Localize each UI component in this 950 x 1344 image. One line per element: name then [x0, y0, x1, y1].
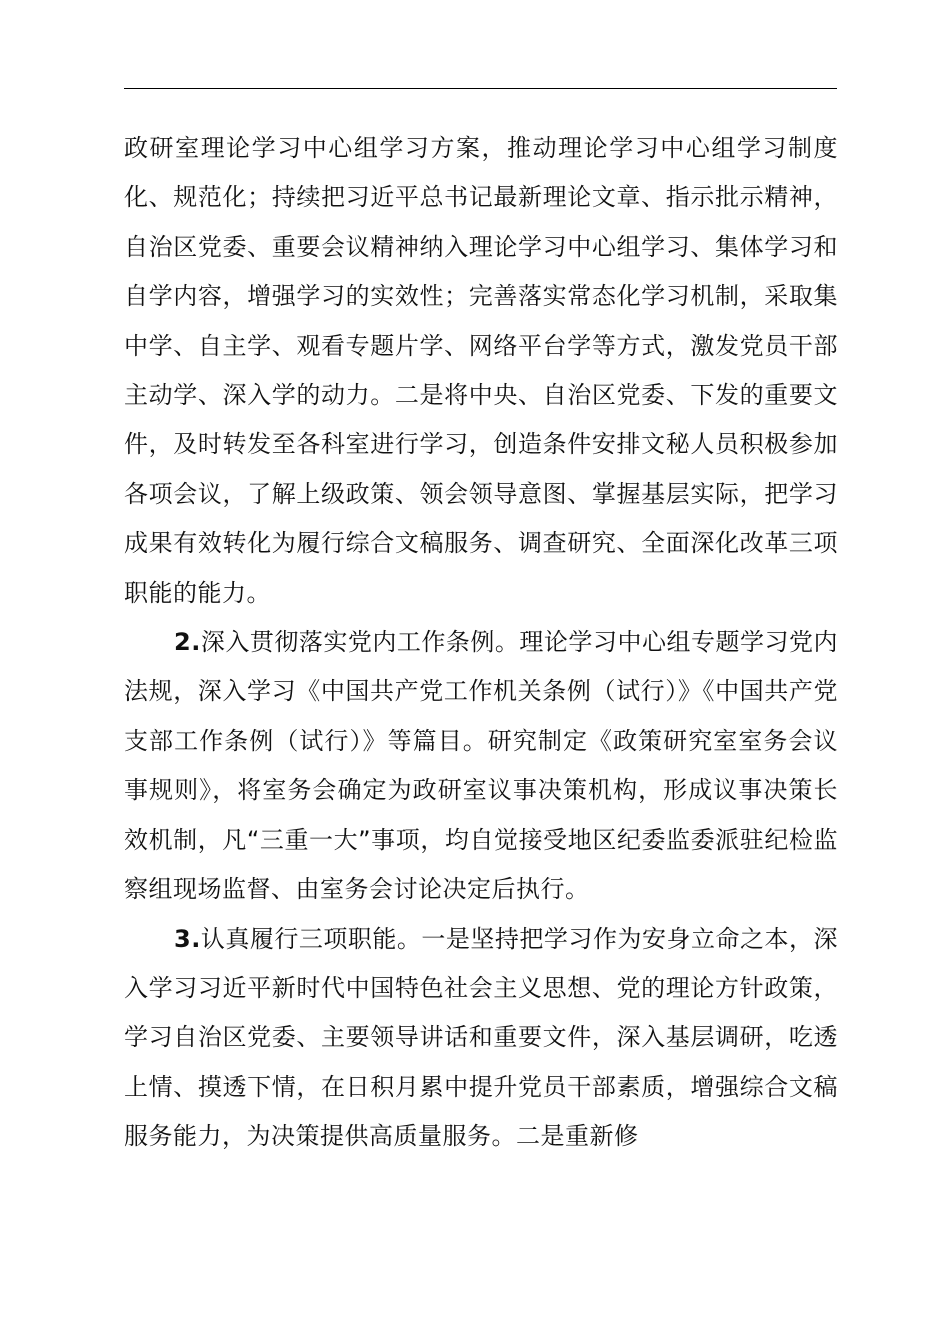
- paragraph-number: 2.: [174, 628, 201, 657]
- paragraph-text: 深入贯彻落实党内工作条例。理论学习中心组专题学习党内法规，深入学习《中国共产党工作机关条例（试行）》《中国共产党支部工作条例（试行）》等篇目。研究制定《政策研究室室务会议事规则》，将室务会确定为政研室议事决策机构，形成议事决策长效机制，凡“三重一大”事项，均自觉接受地区纪委监委派驻纪检监察组现场监督、由室务会讨论决定后执行。: [124, 628, 838, 904]
- paragraph-item-2: [124, 618, 838, 914]
- paragraph-text: 认真履行三项职能。一是坚持把学习作为安身立命之本，深入学习习近平新时代中国特色社会主义思想、党的理论方针政策，学习自治区党委、主要领导讲话和重要文件，深入基层调研，吃透上情、摸透下情，在日积月累中提升党员干部素质，增强综合文稿服务能力，为决策提供高质量服务。二是重新修: [124, 924, 838, 1151]
- header-rule: [124, 88, 837, 89]
- paragraph-item-3: [124, 915, 838, 1162]
- document-body: [124, 124, 838, 1162]
- paragraph-number: 3.: [174, 924, 201, 953]
- paragraph-text: 政研室理论学习中心组学习方案，推动理论学习中心组学习制度化、规范化；持续把习近平总书记最新理论文章、指示批示精神，自治区党委、重要会议精神纳入理论学习中心组学习、集体学习和自学内容，增强学习的实效性；完善落实常态化学习机制，采取集中学、自主学、观看专题片学、网络平台学等方式，激发党员干部主动学、深入学的动力。二是将中央、自治区党委、下发的重要文件，及时转发至各科室进行学习，创造条件安排文秘人员积极参加各项会议，了解上级政策、领会领导意图、掌握基层实际，把学习成果有效转化为履行综合文稿服务、调查研究、全面深化改革三项职能的能力。: [124, 134, 838, 607]
- paragraph-continuation: [124, 124, 838, 618]
